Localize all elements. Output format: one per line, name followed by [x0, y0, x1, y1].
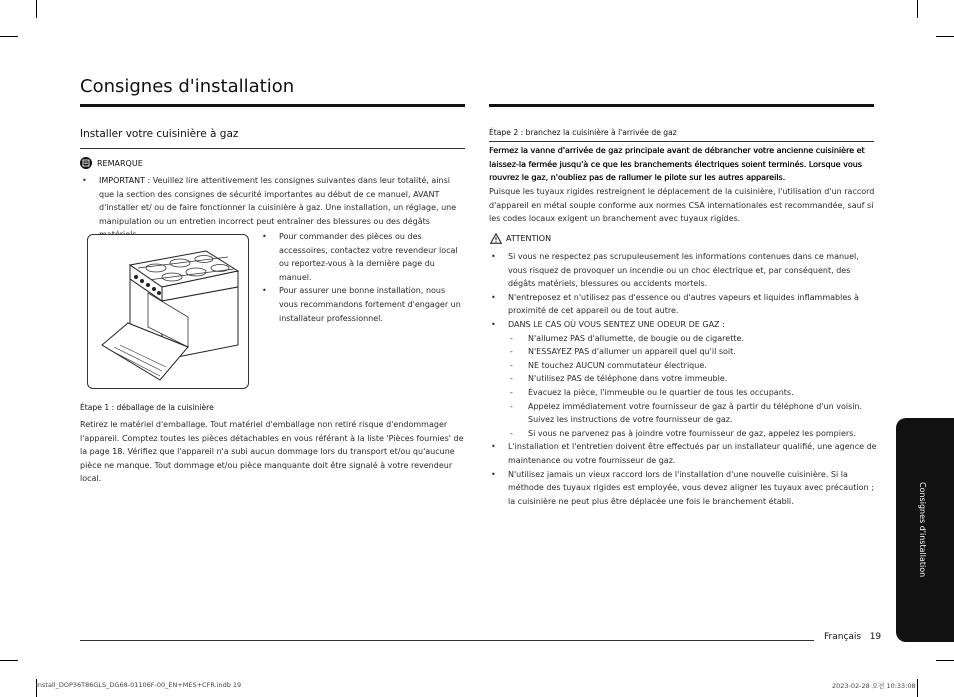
step2-bold-paragraph — [489, 144, 875, 185]
step2-bold-text: Fermez la vanne d'arrivée de gaz principale avant de débrancher votre ancienne cuisinière et laissez-la fermée jusqu'à ce que les branchements électriques soient terminés. Lorsque vous rouvrez le gaz, n'oubliez pas de rallumer le pilote sur les autres appareils. — [489, 146, 865, 183]
crop-mark — [0, 36, 18, 37]
gas-odor-heading: DANS LE CAS OÙ VOUS SENTEZ UNE ODEUR DE GAZ : — [508, 319, 725, 329]
footer-page: 19 — [869, 632, 882, 642]
crop-mark — [917, 0, 918, 18]
important-label: IMPORTANT — [99, 176, 145, 185]
title-rule-left — [80, 104, 465, 107]
range-illustration — [87, 234, 249, 389]
caution-header — [490, 233, 551, 244]
chapter-tab-label: Consignes d'installation — [918, 482, 927, 578]
list-subitem: - N'allumez PAS d'allumette, de bougie ou de cigarette. — [508, 332, 877, 346]
list-subitem: - NE touchez AUCUN commutateur électrique. — [508, 359, 877, 373]
page-number — [824, 632, 881, 642]
list-item: • N'utilisez jamais un vieux raccord lors de l'installation d'une nouvelle cuisinière. Si la méthode des tuyaux rigides est employée, vous devez aligner les tuyaux avec précaution ; la cuisinière ne peut plus être déplacée une fois le branchement établi. — [489, 468, 877, 509]
list-item: • Pour commander des pièces ou des accessoires, contactez votre revendeur local ou reportez-vous à la dernière page du manuel. — [260, 230, 465, 284]
note-header — [80, 157, 143, 169]
chapter-tab[interactable] — [896, 418, 954, 642]
footer-language: Français — [824, 632, 862, 642]
step1-paragraph — [80, 418, 468, 486]
list-item — [489, 318, 877, 440]
note-label: REMARQUE — [97, 158, 143, 168]
step2-paragraph: Puisque les tuyaux rigides restreignent le déplacement de la cuisinière, l'utilisation d'un raccord d'appareil en métal souple conforme aux normes CSA internationales est recommandée, sauf si les codes locaux exigent un branchement avec tuyaux rigides. — [489, 187, 875, 224]
list-subitem: - N'utilisez PAS de téléphone dans votre immeuble. — [508, 372, 877, 386]
warning-icon — [490, 233, 502, 244]
crop-mark — [36, 0, 37, 18]
list-subitem: - Si vous ne parvenez pas à joindre votre fournisseur de gaz, appelez les pompiers. — [508, 427, 877, 441]
list-subitem: - N'ESSAYEZ PAS d'allumer un appareil quel qu'il soit. — [508, 345, 877, 359]
list-subitem: - Évacuez la pièce, l'immeuble ou le quartier de tous les occupants. — [508, 386, 877, 400]
side-bullets — [260, 230, 465, 325]
list-item: • L'installation et l'entretien doivent être effectués par un installateur qualifié, une agence de maintenance ou votre fournisseur de gaz. — [489, 440, 877, 467]
page-title: Consignes d'installation — [80, 76, 295, 97]
list-subitem: - Appelez immédiatement votre fournisseur de gaz à partir du téléphone d'un voisin. Suivez les instructions de votre fournisseur de gaz. — [508, 400, 877, 427]
crop-mark — [936, 660, 954, 661]
step1-text-b: . Vérifiez que l'appareil n'a subi aucun dommage lors du transport et/ou qu'aucune pièce ne manque. Tout dommage et/ou pièce manquante doit être signalé à votre revendeur local. — [80, 447, 455, 484]
step1-title: Étape 1 : déballage de la cuisinière — [80, 403, 214, 412]
important-text: : Veuillez lire attentivement les consignes suivantes dans leur totalité, ainsi que la section des consignes de sécurité importantes au début de ce manuel, AVANT d'installer et/ ou de faire fonctionner la cuisinière à gaz. Une installation, un réglage, une manipulation ou un entretien incorrect peut entraîner des blessures ou des dégâts — [99, 176, 457, 226]
step2-rule — [489, 141, 874, 142]
footer-rule — [80, 640, 814, 641]
list-item: • Si vous ne respectez pas scrupuleusement les informations contenues dans ce manuel, vous risquez de provoquer un incendie ou un choc électrique et, par conséquent, des dégâts matériels, blessures ou accidents mortels. — [489, 250, 877, 291]
file-date: 2023-02-28 오전 10:33:08 — [832, 682, 916, 690]
crop-mark — [917, 679, 918, 697]
title-rule-right — [489, 104, 874, 107]
caution-list — [489, 250, 877, 508]
list-item: • Pour assurer une bonne installation, nous vous recommandons fortement d'engager un installateur professionnel. — [260, 284, 465, 325]
caution-label: ATTENTION — [506, 234, 552, 243]
section-title: Installer votre cuisinière à gaz — [80, 128, 239, 140]
gas-range-image — [88, 235, 248, 388]
list-item: • N'entreposez et n'utilisez pas d'essence ou d'autres vapeurs et liquides inflammables à proximité de cet appareil ou de tout autre. — [489, 291, 877, 318]
note-icon — [80, 157, 92, 169]
crop-mark — [936, 36, 954, 37]
file-info: Install_DOP36T86GLS_DG68-01106F-00_EN+MES+CFR.indb 19 — [36, 681, 242, 689]
step1-text-a: Retirez le matériel d'emballage. Tout matériel d'emballage non retiré risque d'endommager l'appareil. Comptez toutes les pièces détachables en vous référant à la liste 'Pièces fournies' de la page — [80, 420, 464, 457]
step2-title: Étape 2 : branchez la cuisinière à l'arrivée de gaz — [489, 128, 677, 137]
page-link[interactable]: 18 — [112, 447, 123, 457]
section-rule — [80, 148, 465, 149]
crop-mark — [0, 660, 18, 661]
